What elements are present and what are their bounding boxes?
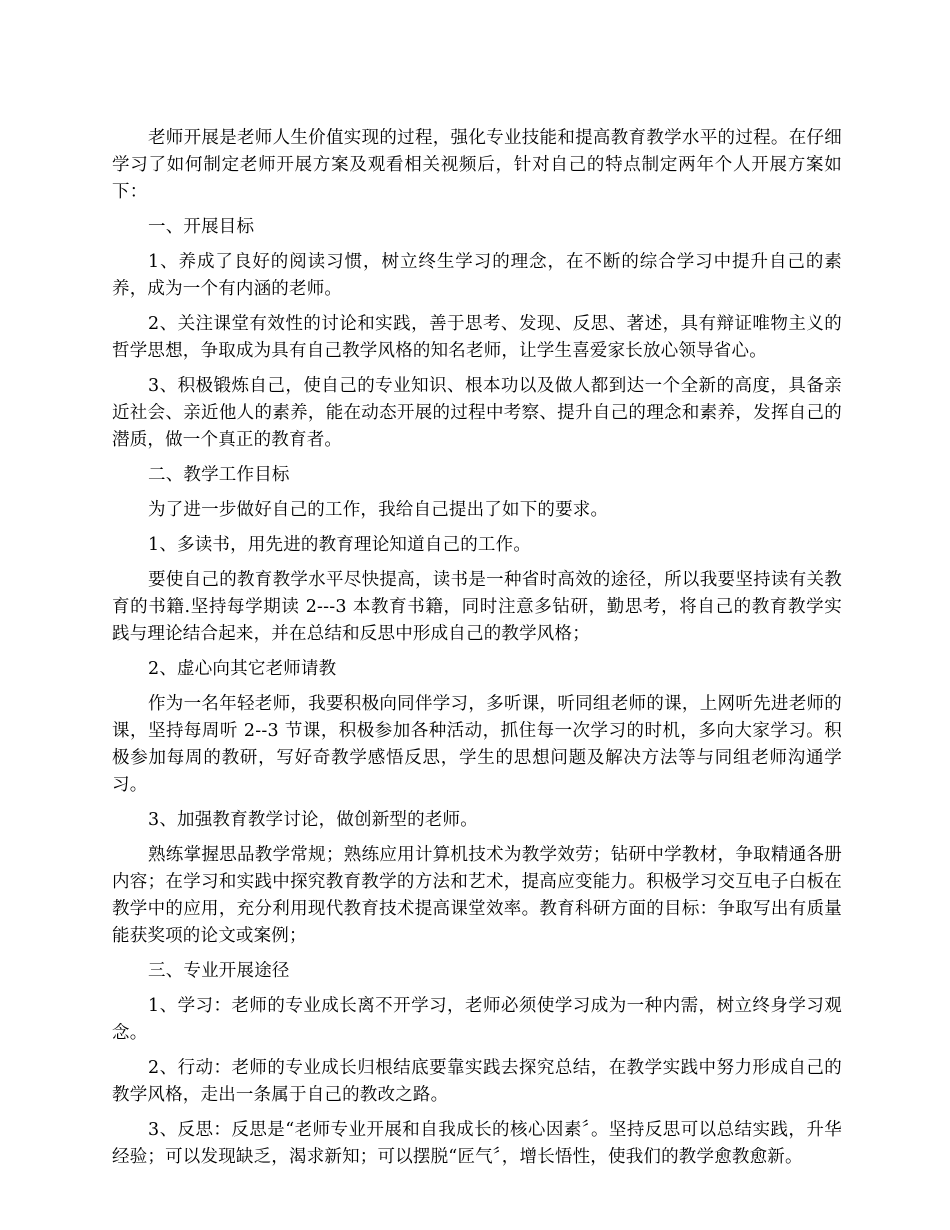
goal-item-3: 3、积极锻炼自己，使自己的专业知识、根本功以及做人都到达一个全新的高度，具备亲近社会、亲近他人的素养，能在动态开展的过程中考察、提升自己的理念和素养，发挥自己的潜质，做一个真正的教育者。 [112,376,842,450]
teaching-intro-paragraph: 为了进一步做好自己的工作，我给自己提出了如下的要求。 [148,500,609,520]
pathway-item-3: 3、反思：反思是“老师专业开展和自我成长的核心因素〞。坚持反思可以总结实践，升华经验；可以发现缺乏，渴求新知；可以摆脱“匠气〞，增长悟性，使我们的教学愈教愈新。 [112,1120,842,1167]
teaching-item-2-heading: 2、虚心向其它老师请教 [148,659,337,679]
section-heading-pathways: 三、专业开展途径 [148,961,290,981]
pathway-item-2: 2、行动：老师的专业成长归根结底要靠实践去探究总结，在教学实践中努力形成自己的教学风格，走出一条属于自己的教改之路。 [112,1058,842,1105]
teaching-item-3-body: 熟练掌握思品教学常规；熟练应用计算机技术为教学效劳；钻研中学教材，争取精通各册内容；在学习和实践中探究教育教学的方法和艺术，提高应变能力。积极学习交互电子白板在教学中的应用，充分利用现代教育技术提高课堂效率。教育科研方面的目标：争取写出有质量能获奖项的论文或案例； [112,845,842,946]
section-heading-teaching: 二、教学工作目标 [148,465,290,485]
pathway-item-1: 1、学习：老师的专业成长离不开学习，老师必须使学习成为一种内需，树立终身学习观念。 [112,996,842,1043]
teaching-item-1-body: 要使自己的教育教学水平尽快提高，读书是一种省时高效的途径，所以我要坚持读有关教育的书籍.坚持每学期读 2---3 本教育书籍，同时注意多钻研，勤思考，将自己的教育教学实践与理论结合起来，并在总结和反思中形成自己的教学风格； [112,570,842,644]
teaching-item-3-heading: 3、加强教育教学讨论，做创新型的老师。 [148,810,478,830]
section-heading-goals: 一、开展目标 [148,217,255,237]
intro-paragraph: 老师开展是老师人生价值实现的过程，强化专业技能和提高教育教学水平的过程。在仔细学习了如何制定老师开展方案及观看相关视频后，针对自己的特点制定两年个人开展方案如下： [112,128,842,202]
goal-item-1: 1、养成了良好的阅读习惯，树立终生学习的理念，在不断的综合学习中提升自己的素养，成为一个有内涵的老师。 [112,252,842,299]
teaching-item-1-heading: 1、多读书，用先进的教育理论知道自己的工作。 [148,535,532,555]
teaching-item-2-body: 作为一名年轻老师，我要积极向同伴学习，多听课，听同组老师的课，上网听先进老师的课，坚持每周听 2--3 节课，积极参加各种活动，抓住每一次学习的时机，多向大家学习。积极参加每周的教研，写好奇教学感悟反思，学生的思想问题及解决方法等与同组老师沟通学习。 [112,694,842,795]
goal-item-2: 2、关注课堂有效性的讨论和实践，善于思考、发现、反思、著述，具有辩证唯物主义的哲学思想，争取成为具有自己教学风格的知名老师，让学生喜爱家长放心领导省心。 [112,314,842,361]
